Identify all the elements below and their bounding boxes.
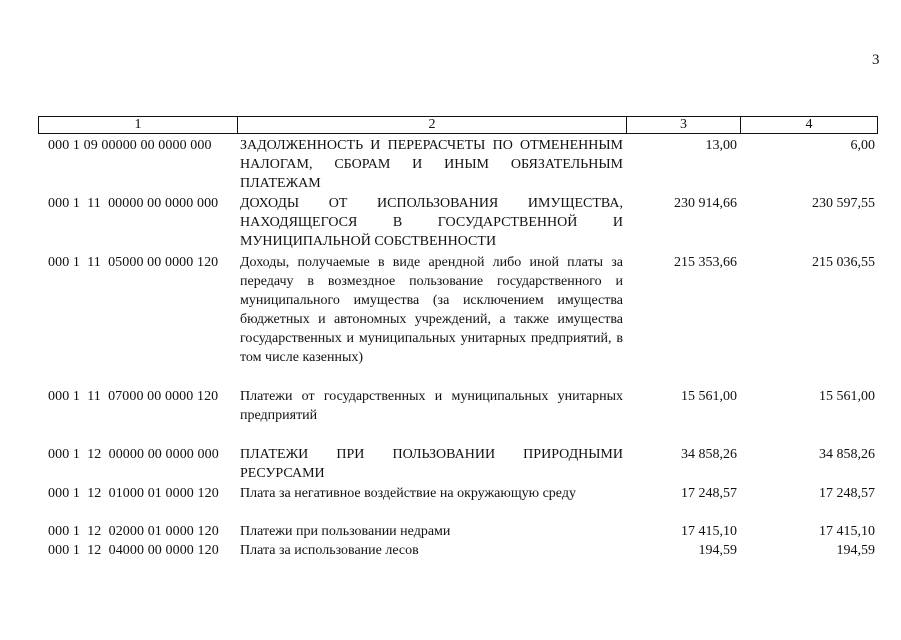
row-value-col4: 230 597,55 xyxy=(812,196,875,211)
row-value-col3: 34 858,26 xyxy=(681,447,737,462)
row-value-col3: 194,59 xyxy=(698,543,737,558)
page-number: 3 xyxy=(872,52,880,68)
row-description: Плата за негативное воздействие на окружающую среду xyxy=(240,486,576,501)
row-value-col3: 15 561,00 xyxy=(681,389,737,404)
row-code: 000 1 12 01000 01 0000 120 xyxy=(48,486,219,501)
row-description: ПЛАТЕЖИ ПРИ ПОЛЬЗОВАНИИ ПРИРОДНЫМИ РЕСУРСАМИ xyxy=(240,447,623,481)
header-col-1: 1 xyxy=(38,116,238,134)
row-description: Доходы, получаемые в виде арендной либо иной платы за передачу в возмездное пользование государственного и муниципального имущества (за исключением имущества бюджетных и автономных учреждений, а также имущества государственных и муниципальных унитарных предприятий, в том числе казенных) xyxy=(240,255,623,365)
row-value-col4: 17 248,57 xyxy=(819,486,875,501)
row-code: 000 1 11 07000 00 0000 120 xyxy=(48,389,219,404)
row-value-col4: 194,59 xyxy=(836,543,875,558)
row-value-col4: 215 036,55 xyxy=(812,255,875,270)
row-code: 000 1 11 00000 00 0000 000 xyxy=(48,196,219,211)
row-description: ЗАДОЛЖЕННОСТЬ И ПЕРЕРАСЧЕТЫ ПО ОТМЕНЕННЫМ НАЛОГАМ, СБОРАМ И ИНЫМ ОБЯЗАТЕЛЬНЫМ ПЛАТЕЖАМ xyxy=(240,138,623,191)
row-value-col3: 13,00 xyxy=(705,138,737,153)
row-code: 000 1 09 00000 00 0000 000 xyxy=(48,138,212,153)
row-description: Платежи при пользовании недрами xyxy=(240,524,451,539)
row-value-col4: 34 858,26 xyxy=(819,447,875,462)
header-col-4: 4 xyxy=(740,116,878,134)
row-value-col3: 17 248,57 xyxy=(681,486,737,501)
row-value-col4: 6,00 xyxy=(850,138,875,153)
row-description: ДОХОДЫ ОТ ИСПОЛЬЗОВАНИЯ ИМУЩЕСТВА, НАХОДЯЩЕГОСЯ В ГОСУДАРСТВЕННОЙ И МУНИЦИПАЛЬНОЙ СОБСТВЕННОСТИ xyxy=(240,196,623,249)
row-code: 000 1 12 04000 00 0000 120 xyxy=(48,543,219,558)
row-value-col4: 15 561,00 xyxy=(819,389,875,404)
header-col-3: 3 xyxy=(626,116,741,134)
table-header xyxy=(38,116,878,134)
header-col-2: 2 xyxy=(237,116,627,134)
row-value-col3: 230 914,66 xyxy=(674,196,737,211)
row-value-col3: 215 353,66 xyxy=(674,255,737,270)
row-description: Платежи от государственных и муниципальных унитарных предприятий xyxy=(240,389,623,423)
row-code: 000 1 11 05000 00 0000 120 xyxy=(48,255,219,270)
row-description: Плата за использование лесов xyxy=(240,543,419,558)
row-value-col4: 17 415,10 xyxy=(819,524,875,539)
row-value-col3: 17 415,10 xyxy=(681,524,737,539)
row-code: 000 1 12 00000 00 0000 000 xyxy=(48,447,219,462)
row-code: 000 1 12 02000 01 0000 120 xyxy=(48,524,219,539)
